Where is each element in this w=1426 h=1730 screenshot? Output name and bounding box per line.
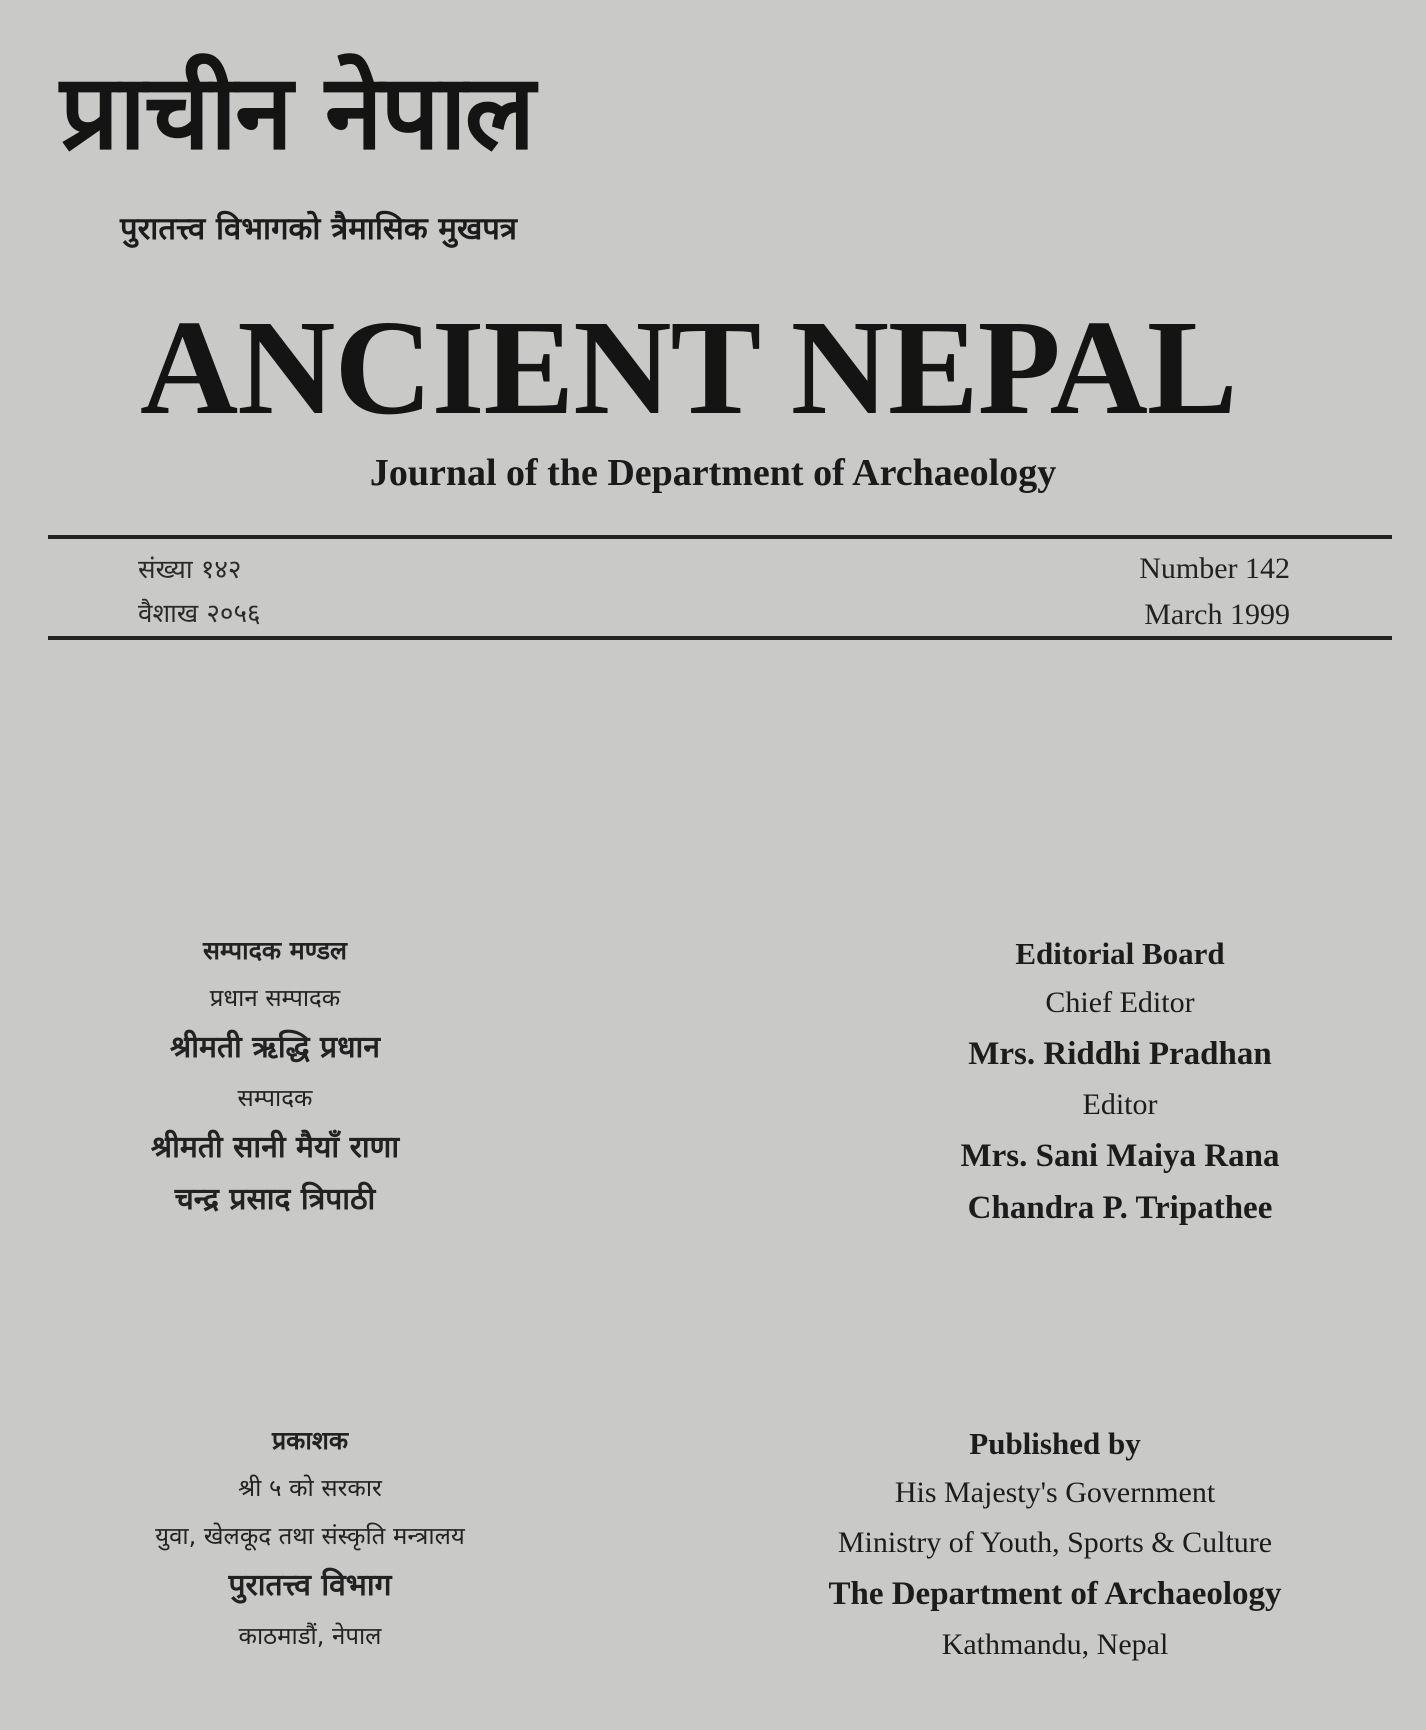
bottom-divider-rule	[48, 636, 1392, 640]
publisher-line-2-nepali: युवा, खेलकूद तथा संस्कृति मन्त्रालय	[155, 1522, 465, 1550]
publisher-nepali	[90, 1418, 530, 1660]
subtitle-english: Journal of the Department of Archaeology	[369, 452, 1057, 494]
title-nepali-logo: प्राचीन नेपाल	[60, 51, 534, 173]
publisher-english	[790, 1420, 1320, 1670]
chief-editor-label-english: Chief Editor	[1045, 986, 1195, 1019]
chief-editor-name-nepali: श्रीमती ऋद्धि प्रधान	[170, 1030, 380, 1065]
subtitle-nepali: पुरातत्त्व विभागको त्रैमासिक मुखपत्र	[120, 211, 518, 247]
issue-date-english: March 1999	[1144, 598, 1290, 631]
editor-name-2-english: Chandra P. Tripathee	[967, 1190, 1273, 1226]
publisher-line-2-english: Ministry of Youth, Sports & Culture	[837, 1526, 1273, 1559]
editor-name-1-nepali: श्रीमती सानी मैयाँ राणा	[150, 1130, 400, 1165]
editorial-board-english	[900, 930, 1340, 1234]
editor-name-2-nepali: चन्द्र प्रसाद त्रिपाठी	[174, 1182, 376, 1217]
editor-label-nepali: सम्पादक	[237, 1084, 313, 1112]
issue-info-nepali	[138, 548, 260, 636]
editorial-heading-nepali: सम्पादक मण्डल	[203, 936, 347, 965]
publisher-heading-english: Published by	[969, 1426, 1141, 1461]
publisher-line-1-english: His Majesty's Government	[894, 1476, 1216, 1509]
chief-editor-name-english: Mrs. Riddhi Pradhan	[968, 1036, 1272, 1072]
publisher-heading-nepali: प्रकाशक	[271, 1426, 349, 1455]
publisher-line-4-nepali: काठमाडौं, नेपाल	[238, 1622, 382, 1650]
title-english: ANCIENT NEPAL	[140, 293, 1237, 443]
issue-number-english: Number 142	[1139, 552, 1290, 585]
publisher-line-4-english: Kathmandu, Nepal	[941, 1628, 1169, 1661]
top-divider-rule	[48, 535, 1392, 539]
publisher-line-1-nepali: श्री ५ को सरकार	[238, 1474, 382, 1502]
chief-editor-label-nepali: प्रधान सम्पादक	[209, 984, 341, 1012]
editorial-heading-english: Editorial Board	[1015, 936, 1225, 971]
editor-label-english: Editor	[1082, 1088, 1158, 1121]
issue-number-nepali: संख्या १४२	[138, 555, 242, 585]
publisher-line-3-nepali: पुरातत्त्व विभाग	[228, 1568, 392, 1603]
publisher-line-3-english: The Department of Archaeology	[828, 1576, 1282, 1612]
issue-date-nepali: वैशाख २०५६	[138, 599, 261, 629]
editor-name-1-english: Mrs. Sani Maiya Rana	[960, 1138, 1280, 1174]
editorial-board-nepali	[90, 928, 460, 1226]
issue-info-english	[1060, 546, 1290, 638]
